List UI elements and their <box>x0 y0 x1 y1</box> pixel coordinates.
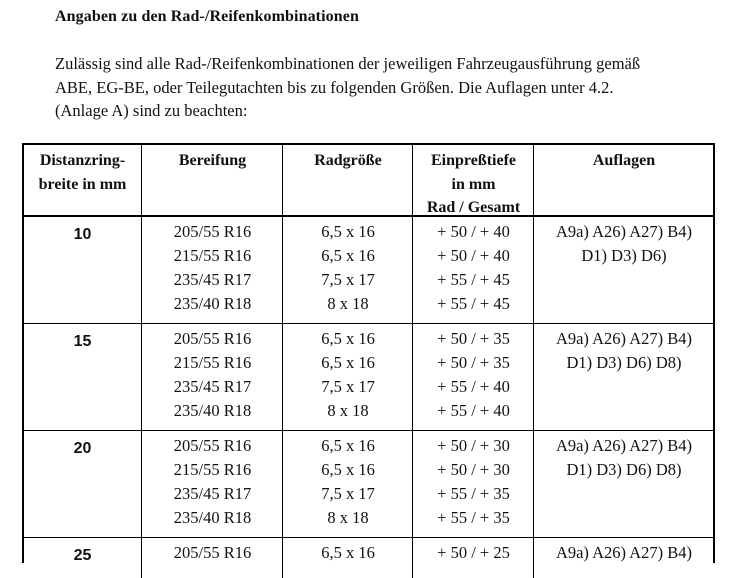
cell-einpresstiefe <box>412 324 534 430</box>
wheel-size: 8 x 18 <box>327 294 369 313</box>
tire-size: 205/55 R16 <box>173 222 252 241</box>
wheel-size: 6,5 x 16 <box>321 436 375 455</box>
condition-codes: A9a) A26) A27) B4) <box>555 222 693 241</box>
wheel-size: 8 x 18 <box>327 508 369 527</box>
offset-value: + 50 / + 40 <box>437 246 510 265</box>
wheel-size: 6,5 x 16 <box>321 460 375 479</box>
condition-codes: D1) D3) D6) <box>581 246 667 265</box>
wheel-size: 6,5 x 16 <box>321 246 375 265</box>
header-bereifung <box>141 145 283 215</box>
tire-size: 235/40 R18 <box>173 401 252 420</box>
offset-value: + 50 / + 25 <box>437 543 510 562</box>
offset-value: + 50 / + 30 <box>437 460 510 479</box>
tire-size: 235/40 R18 <box>173 508 252 527</box>
table-header <box>24 145 713 217</box>
wheel-size: 7,5 x 17 <box>321 484 375 503</box>
wheel-tire-table <box>22 143 715 563</box>
header-text: breite in mm <box>38 175 127 193</box>
cell-distanz <box>24 217 141 323</box>
cell-distanz <box>24 431 141 537</box>
header-radgroesse <box>282 145 413 215</box>
cell-auflagen <box>533 217 714 323</box>
tire-size: 235/45 R17 <box>173 270 252 289</box>
offset-value: + 50 / + 35 <box>437 353 510 372</box>
header-text: Rad / Gesamt <box>426 199 521 216</box>
header-text: Distanzring- <box>39 152 126 169</box>
intro-line: (Anlage A) sind zu beachten: <box>55 101 248 120</box>
wheel-size: 6,5 x 16 <box>321 543 375 562</box>
wheel-size: 7,5 x 17 <box>321 270 375 289</box>
cell-radgroesse <box>282 431 413 537</box>
distanz-value: 15 <box>73 333 92 350</box>
offset-value: + 55 / + 35 <box>437 508 510 527</box>
cell-einpresstiefe <box>412 217 534 323</box>
cell-distanz <box>24 538 141 578</box>
cell-auflagen <box>533 538 714 578</box>
offset-value: + 50 / + 35 <box>437 329 510 348</box>
cell-bereifung <box>141 538 283 578</box>
offset-value: + 50 / + 30 <box>437 436 510 455</box>
tire-size: 205/55 R16 <box>173 436 252 455</box>
intro-line: Zulässig sind alle Rad-/Reifenkombinationen der jeweiligen Fahrzeugausführung gemäß <box>55 54 641 73</box>
header-einpresstiefe <box>412 145 534 215</box>
table-row-group <box>24 431 713 538</box>
tire-size: 235/40 R18 <box>173 294 252 313</box>
distanz-value: 25 <box>73 547 92 564</box>
cell-bereifung <box>141 324 283 430</box>
tire-size: 235/45 R17 <box>173 377 252 396</box>
offset-value: + 55 / + 40 <box>437 401 510 420</box>
condition-codes: A9a) A26) A27) B4) <box>555 543 693 562</box>
distanz-value: 20 <box>73 440 92 457</box>
cell-radgroesse <box>282 538 413 578</box>
cell-radgroesse <box>282 324 413 430</box>
offset-value: + 55 / + 45 <box>437 294 510 313</box>
header-text: Auflagen <box>592 152 656 169</box>
header-text: in mm <box>451 175 496 193</box>
wheel-size: 6,5 x 16 <box>321 222 375 241</box>
table-row-group <box>24 217 713 324</box>
offset-value: + 55 / + 40 <box>437 377 510 396</box>
tire-size: 215/55 R16 <box>173 246 252 265</box>
tire-size: 205/55 R16 <box>173 329 252 348</box>
distanz-value: 10 <box>73 226 92 243</box>
cell-bereifung <box>141 431 283 537</box>
condition-codes: D1) D3) D6) D8) <box>566 353 682 372</box>
cell-radgroesse <box>282 217 413 323</box>
wheel-size: 8 x 18 <box>327 401 369 420</box>
cell-auflagen <box>533 431 714 537</box>
wheel-size: 7,5 x 17 <box>321 377 375 396</box>
condition-codes: D1) D3) D6) D8) <box>566 460 682 479</box>
wheel-size: 6,5 x 16 <box>321 329 375 348</box>
offset-value: + 55 / + 35 <box>437 484 510 503</box>
tire-size: 235/45 R17 <box>173 484 252 503</box>
header-text: Einpreßtiefe <box>430 152 517 169</box>
header-distanz <box>24 145 141 215</box>
cell-distanz <box>24 324 141 430</box>
cell-bereifung <box>141 217 283 323</box>
tire-size: 205/55 R16 <box>173 543 252 562</box>
offset-value: + 50 / + 40 <box>437 222 510 241</box>
table-row-group <box>24 324 713 431</box>
header-text: Radgröße <box>314 152 382 169</box>
tire-size: 215/55 R16 <box>173 353 252 372</box>
cell-einpresstiefe <box>412 538 534 578</box>
condition-codes: A9a) A26) A27) B4) <box>555 329 693 348</box>
wheel-size: 6,5 x 16 <box>321 353 375 372</box>
offset-value: + 55 / + 45 <box>437 270 510 289</box>
cell-auflagen <box>533 324 714 430</box>
tire-size: 215/55 R16 <box>173 460 252 479</box>
cell-einpresstiefe <box>412 431 534 537</box>
intro-line: ABE, EG-BE, oder Teilegutachten bis zu folgenden Größen. Die Auflagen unter 4.2. <box>55 77 614 97</box>
header-text: Bereifung <box>178 152 247 169</box>
intro-paragraph <box>55 52 695 123</box>
table-row-group <box>24 538 713 578</box>
section-heading: Angaben zu den Rad-/Reifenkombinationen <box>55 8 359 25</box>
header-auflagen <box>533 145 714 215</box>
condition-codes: A9a) A26) A27) B4) <box>555 436 693 455</box>
